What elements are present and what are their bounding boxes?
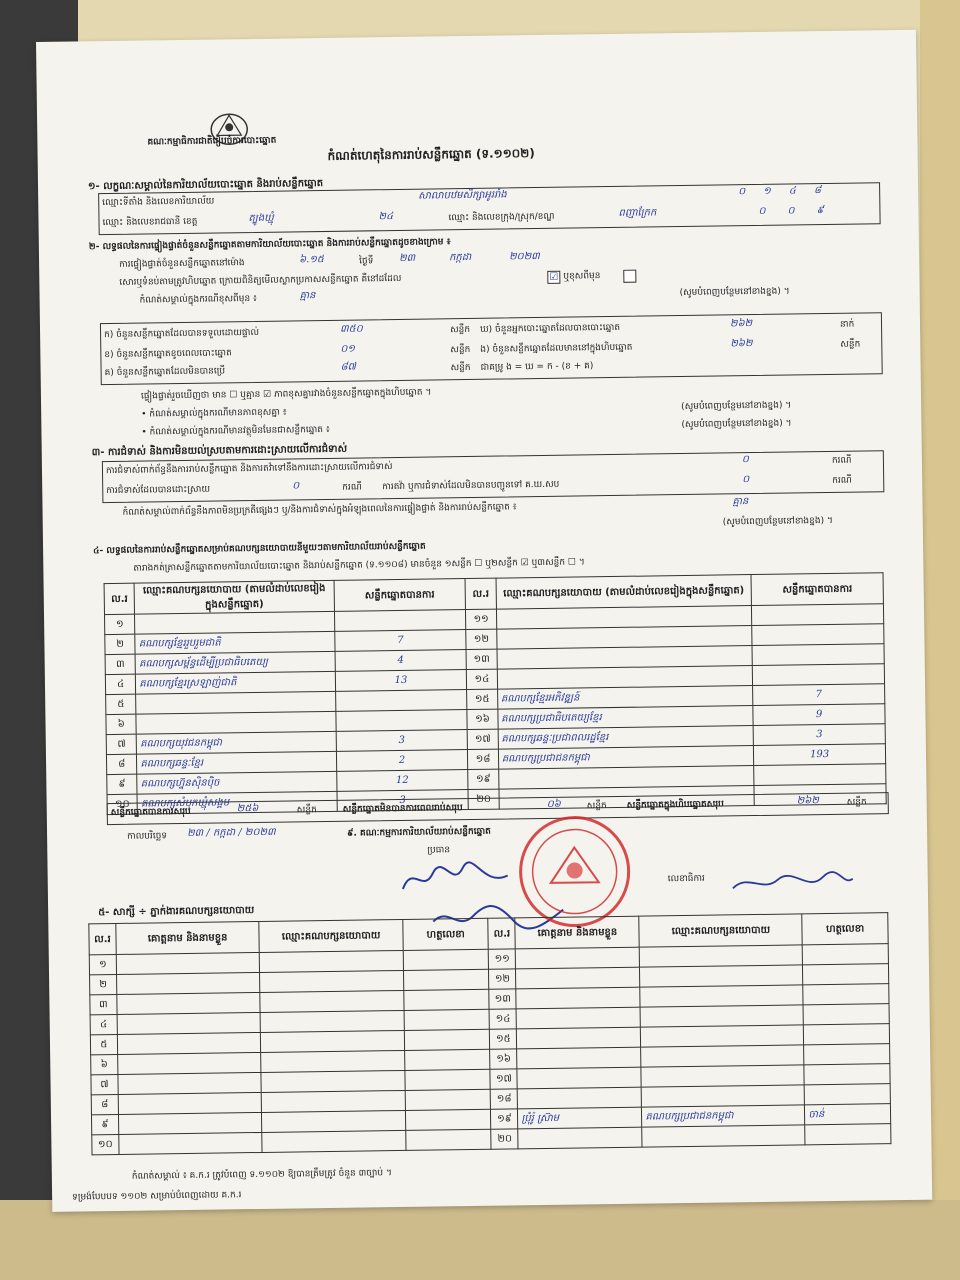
- section-4-sub: តារាងកត់ត្រាសន្លឹកឆ្នោតតាមការិយាល័យបោះឆ្នោត និងរាប់សន្លឹកឆ្នោត (ទ.១១០៨) មានចំនួន ១សន្លឹក ☐ ឬ២សន្លឹក ☑ ឬ៣សន្លឹក ☐ ។: [133, 557, 585, 574]
- office-value: សាលាបឋមសិក្សាអូររាំង: [418, 189, 507, 202]
- row-no: ១: [105, 614, 136, 634]
- foreign-object-note: • កំណត់សម្គាល់ក្នុងករណីមានវត្ថុមិនមែនជាសន្លឹកឆ្នោត ៖: [141, 424, 330, 438]
- party-name: [135, 611, 335, 634]
- row-no: ១៨: [491, 1089, 518, 1109]
- note-label: កំណត់សម្គាល់ក្នុងករណីខុសពីមុន ៖: [139, 293, 258, 306]
- objection-row-2-value: ០: [292, 480, 300, 492]
- witness-table: [88, 912, 891, 1155]
- irregularity-value: គ្មាន: [732, 496, 749, 508]
- party-name: គណបក្សហ្វ៊ុនស៊ិនប៉ិច: [137, 771, 337, 794]
- valid-total-label: សន្លឹកឆ្នោតបានការសរុប: [110, 806, 191, 819]
- row-e-value: ២៦២: [730, 338, 753, 350]
- chair-signature: [397, 857, 518, 899]
- invalid-total-label: សន្លឹកឆ្នោតមិនបានការពេលរាប់សរុប: [342, 803, 463, 815]
- row-no: ៩: [91, 1114, 118, 1134]
- row-no: ២០: [468, 789, 499, 809]
- vote-count: [334, 610, 466, 632]
- row-no: ២: [90, 974, 117, 994]
- row-no: ១២: [466, 629, 497, 649]
- row-no: ១៦: [467, 709, 498, 729]
- party-name: គណបក្សខ្មែរស្រឡាញ់ជាតិ: [136, 671, 336, 694]
- vote-count: 3: [753, 724, 885, 746]
- check-time-label: ការផ្ទៀងផ្ទាត់ចំនួនសន្លឹកឆ្នោតនៅម៉ោង: [119, 258, 245, 270]
- section-1-title: ១- លក្ខណៈសម្គាល់នៃការិយាល័យបោះឆ្នោត និងរាប់សន្លឹកឆ្នោត: [87, 178, 324, 193]
- col-party-right: ឈ្មោះគណបក្សនយោបាយ (តាមលំដាប់លេខរៀងក្នុងសន្លឹកឆ្នោត): [496, 575, 752, 610]
- commune-label: ឈ្មោះ និងលេខក្រុង/ស្រុក/ខណ្ឌ: [448, 211, 555, 224]
- row-a-label: ក) ចំនួនសន្លឹកឆ្នោតដែលបានទទួលដោយផ្ទាល់: [104, 327, 260, 341]
- row-d-unit: នាក់: [839, 319, 855, 330]
- row-no: ១០: [107, 794, 138, 814]
- row-no: ៥: [106, 694, 137, 714]
- row-no: ១៥: [490, 1029, 517, 1049]
- row-d-label: ឃ) ចំនួនអ្នកបោះឆ្នោតដែលបានបោះឆ្នោត: [479, 322, 621, 335]
- invalid-total-value: ០៦: [546, 798, 561, 810]
- province-label: ឈ្មោះ និងលេខរាជធានី ខេត្ត: [102, 216, 198, 229]
- row-no: ១៥: [467, 689, 498, 709]
- party-name: គណបក្សសម្ព័ន្ធដើម្បីប្រជាធិបតេយ្យ: [135, 651, 335, 674]
- row-no: ៤: [90, 1014, 117, 1034]
- row-e-unit: សន្លឹក: [840, 339, 861, 350]
- row-no: ១: [89, 954, 116, 974]
- row-no: ១៤: [490, 1009, 517, 1029]
- witness-signature: ចាន់: [805, 1104, 891, 1125]
- results-table: [104, 572, 887, 815]
- date-label: កាលបរិច្ឆេទ: [127, 831, 168, 842]
- row-no: ៧: [106, 734, 137, 754]
- objection-row-3-unit: ករណី: [832, 475, 852, 486]
- section-4-title: ៤- លទ្ធផលនៃការរាប់សន្លឹកឆ្នោតសម្រាប់គណបក្សនយោបាយនីមួយៗតាមការិយាល័យរាប់សន្លឹកឆ្នោត: [93, 541, 426, 557]
- row-no: ១៩: [468, 769, 499, 789]
- row-no: ១៣: [466, 649, 497, 669]
- objection-row-3-value: ០: [742, 474, 750, 486]
- row-no: ១៦: [490, 1049, 517, 1069]
- row-no: ១៤: [467, 669, 498, 689]
- col-party-left: ឈ្មោះគណបក្សនយោបាយ (តាមលំដាប់លេខរៀងក្នុងសន្លឹកឆ្នោត): [134, 580, 334, 614]
- col-votes-right: សន្លឹកឆ្នោតបានការ: [751, 573, 883, 606]
- org-name: គណៈកម្មាធិការជាតិរៀបចំការបោះឆ្នោត: [147, 135, 277, 148]
- vote-count: [335, 690, 467, 712]
- row-c-value: ៨៧: [340, 361, 356, 373]
- background-bottom: [0, 1200, 960, 1280]
- secretary-signature: [728, 867, 858, 899]
- formula: ជាគម្រូ ង = ឃ = ក - (ខ + គ): [480, 361, 594, 373]
- province-value: ត្បូងឃ្មុំ: [248, 212, 274, 225]
- row-no: ១៨: [468, 749, 499, 769]
- vote-count: 3: [337, 790, 469, 812]
- row-no: ១៩: [491, 1109, 518, 1129]
- vote-count: 9: [753, 704, 885, 726]
- page-title: កំណត់ហេតុនៃការរាប់សន្លឹកឆ្នោត (ទ.១១០២): [327, 146, 535, 163]
- party-name: គណបក្សឆន្ទៈប្រជាពលរដ្ឋខ្មែរ: [498, 726, 754, 750]
- seal-changed-checkbox[interactable]: [623, 270, 636, 283]
- row-a-value: ៣៥០: [339, 323, 363, 335]
- date-value: ២៣ / កក្កដា / ២០២៣: [186, 826, 276, 839]
- invalid-total-unit: សន្លឹក: [586, 801, 607, 812]
- party-name: គណបក្សខ្មែររួបរួមជាតិ: [135, 631, 335, 654]
- section-5-title: ៥- សាក្សី ÷ ភ្នាក់ងារគណបក្សនយោបាយ: [98, 905, 255, 919]
- seal-line: សោរឬទំនប់តាមត្រូវហិបឆ្នោត ក្រោយពិនិត្យមើលស្លាកប្រកាសសន្លឹកឆ្នោត គឺនៅដដែល: [119, 273, 402, 288]
- valid-total-unit: សន្លឹក: [296, 805, 317, 816]
- w-col-no-right: ល.រ: [488, 918, 515, 949]
- witness-party: គណបក្សប្រជាជនកម្ពុជា: [642, 1105, 805, 1127]
- row-b-label: ខ) ចំនួនសន្លឹកឆ្នោតខូចពេលបោះឆ្នោត: [104, 348, 232, 361]
- row-no: ១២: [489, 969, 516, 989]
- row-b-value: ០១: [340, 343, 356, 355]
- commune-number: ០០៩: [758, 204, 846, 217]
- objection-row-1-value: ០: [741, 454, 750, 466]
- objection-row-1: ការជំទាស់ពាក់ព័ន្ធនឹងការរាប់សន្លឹកឆ្នោត និងការតវ៉ាទៅនឹងការដោះស្រាយលើការជំទាស់: [105, 462, 393, 477]
- vote-count: 7: [334, 630, 466, 652]
- section-2-title: ២- លទ្ធផលនៃការផ្ទៀងផ្ទាត់ចំនួនសន្លឹកឆ្នោតតាមការិយាល័យបោះឆ្នោត និងការរាប់សន្លឹកឆ្នោតដូចខាងក្រោម ៖: [88, 237, 451, 253]
- col-no-left: ល.រ: [104, 583, 135, 614]
- witness-name: ប្រុំរ៉ូ ស្រ៊ាម: [518, 1107, 642, 1129]
- fill-hint-4: (សូមបំពេញបន្ថែមនៅខាងខ្នង) ។: [722, 515, 833, 528]
- year-value: ២០២៣: [508, 250, 540, 263]
- row-no: ៣: [105, 654, 136, 674]
- party-name: គណបក្សយុវជនកម្ពុជា: [137, 731, 337, 754]
- vote-count: 3: [336, 730, 468, 752]
- row-no: ៧: [91, 1074, 118, 1094]
- party-name: គណបក្សប្រជាធិបតេយ្យខ្មែរ: [498, 706, 754, 730]
- box-total-unit: សន្លឹក: [846, 797, 867, 808]
- objection-row-1-unit: ករណី: [831, 455, 852, 466]
- row-no: ៩: [107, 774, 138, 794]
- row-no: ២: [105, 634, 136, 654]
- row-c-label: គ) ចំនួនសន្លឹកឆ្នោតដែលមិនបានប្រើ: [104, 366, 226, 379]
- vote-count: [752, 644, 884, 666]
- committee-label: ៩. គណៈកម្មការការិយាល័យរាប់សន្លឹកឆ្នោត: [347, 826, 491, 839]
- vote-count: 4: [335, 650, 467, 672]
- vote-count: [753, 664, 885, 686]
- secretary-label: លេខាធិការ: [667, 873, 705, 885]
- row-no: ១៧: [490, 1069, 517, 1089]
- row-no: ៥: [90, 1034, 117, 1054]
- objection-box: [102, 450, 885, 503]
- chair-label: ប្រធាន: [427, 845, 451, 856]
- official-stamp: [515, 812, 635, 932]
- row-no: ៤: [105, 674, 136, 694]
- seal-changed-label: ឬខុសពីមុន: [563, 271, 601, 282]
- commune-value: ពញាក្រែក: [618, 207, 657, 219]
- check-time-value: ៦.១៥: [298, 254, 325, 266]
- w-col-name-left: គោត្តនាម និងនាមខ្លួន: [116, 921, 260, 954]
- footer-note: កំណត់សម្គាល់ ៖ គ.ក.រ ត្រូវបំពេញ ទ.១១០២ ឱ្យបានត្រឹមត្រូវ ចំនួន ៣ច្បាប់ ។: [131, 1168, 392, 1182]
- row-no: ១៧: [467, 729, 498, 749]
- col-no-right: ល.រ: [465, 578, 496, 609]
- row-no: ៦: [91, 1054, 118, 1074]
- office-label: ឈ្មោះទីតាំង និងលេខការិយាល័យ: [102, 196, 215, 209]
- note-value: គ្មាន: [299, 290, 316, 302]
- vote-count: [752, 604, 884, 626]
- row-d-value: ២៦២: [729, 318, 753, 330]
- fill-hint: (សូមបំពេញបន្ថែមនៅខាងខ្នង) ។: [679, 286, 790, 299]
- w-col-name-right: គោត្តនាម និងនាមខ្លួន: [515, 916, 640, 949]
- fill-hint-2: (សូមបំពេញបន្ថែមនៅខាងខ្នង) ។: [681, 400, 792, 413]
- row-no: ១១: [489, 949, 516, 969]
- form-sheet: [36, 30, 932, 1212]
- row-no: ៦: [106, 714, 137, 734]
- day-value: ២៣: [398, 252, 416, 264]
- vote-count: 193: [754, 744, 886, 766]
- w-col-party-right: ឈ្មោះគណបក្សនយោបាយ: [639, 914, 802, 947]
- w-col-sign-left: ហត្ថលេខា: [403, 918, 489, 950]
- difference-line: ផ្ទៀងផ្ទាត់រួចឃើញថា មាន ☐ ឬគ្មាន ☑ ភាពខុសគ្នារវាងចំនួនសន្លឹកឆ្នោតក្នុងហិបឆ្នោត ។: [140, 387, 432, 402]
- row-no: ១០: [92, 1134, 119, 1154]
- row-no: ៣: [90, 994, 117, 1014]
- box-total-value: ២៦២: [796, 795, 819, 807]
- w-col-sign-right: ហត្ថលេខា: [802, 913, 888, 945]
- row-no: ៨: [106, 754, 137, 774]
- party-name: គណបក្សខ្មែរអភិវឌ្ឍន៍: [497, 686, 753, 710]
- vote-count: 12: [336, 770, 468, 792]
- vote-count: 13: [335, 670, 467, 692]
- office-number: ០១៤៨: [738, 184, 840, 198]
- party-name: គណបក្សប្រជាជនកម្ពុជា: [498, 746, 754, 770]
- party-name: [136, 691, 336, 714]
- box-total-label: សន្លឹកឆ្នោតក្នុងហិបឆ្នោតសរុប: [626, 799, 724, 811]
- party-name: គណបក្សឆន្ទៈខ្មែរ: [137, 751, 337, 774]
- vote-count: [336, 710, 468, 732]
- month-value: កក្កដា: [448, 251, 472, 264]
- row-b-unit: សន្លឹក: [450, 344, 471, 356]
- section-3-title: ៣- ការជំទាស់ និងការមិនយល់ស្របតាមការដោះស្រាយលើការជំទាស់: [91, 443, 348, 459]
- objection-row-2-unit: ករណី: [342, 482, 362, 493]
- difference-note: • កំណត់សម្គាល់ក្នុងករណីមានភាពខុសគ្នា ៖: [141, 407, 287, 420]
- col-votes-left: សន្លឹកឆ្នោតបានការ: [334, 579, 466, 612]
- row-e-label: ង) ចំនួនសន្លឹកឆ្នោតដែលមាននៅក្នុងហិបឆ្នោត: [480, 342, 633, 355]
- row-no: ១៣: [489, 989, 516, 1009]
- row-c-unit: សន្លឹក: [450, 362, 471, 374]
- party-name: [136, 711, 336, 734]
- objection-row-2: ការជំទាស់ដែលបានដោះស្រាយ: [106, 484, 211, 497]
- vote-count: [752, 624, 884, 646]
- w-col-no-left: ល.រ: [89, 923, 116, 954]
- irregularity-note: កំណត់សម្គាល់ពាក់ព័ន្ធនឹងភាពមិនប្រក្រតីផ្សេងៗ ឬ/និងការជំទាស់ក្នុងអំឡុងពេលនៃការផ្ទៀងផ្ទាត់ និងការរាប់សន្លឹកឆ្នោត ៖: [122, 502, 517, 518]
- row-no: ១១: [466, 609, 497, 629]
- party-name: គណបក្សសំបុកឃ្មុំសង្គម: [137, 791, 337, 814]
- province-number: ២៤: [378, 211, 394, 223]
- row-no: ៨: [91, 1094, 118, 1114]
- w-col-party-left: ឈ្មោះគណបក្សនយោបាយ: [259, 919, 403, 952]
- day-label: ថ្ងៃទី: [359, 256, 374, 267]
- vote-count: 7: [753, 684, 885, 706]
- fill-hint-3: (សូមបំពេញបន្ថែមនៅខាងខ្នង) ។: [681, 418, 792, 431]
- form-reference: ទម្រង់បែបបទ ១១០២ សម្រាប់បំពេញដោយ គ.ក.រ: [72, 1190, 242, 1203]
- seal-same-checkbox[interactable]: ☑: [547, 271, 560, 284]
- valid-total-value: ២៥៦: [236, 802, 259, 815]
- vote-count: [754, 764, 886, 786]
- vote-count: 2: [336, 750, 468, 772]
- row-no: ២០: [491, 1129, 518, 1149]
- objection-row-3: ការតវ៉ា ឬការជំទាស់ដែលមិនបានបញ្ជូនទៅ គ.ឃ.សប: [382, 479, 560, 493]
- row-a-unit: សន្លឹក: [449, 324, 471, 336]
